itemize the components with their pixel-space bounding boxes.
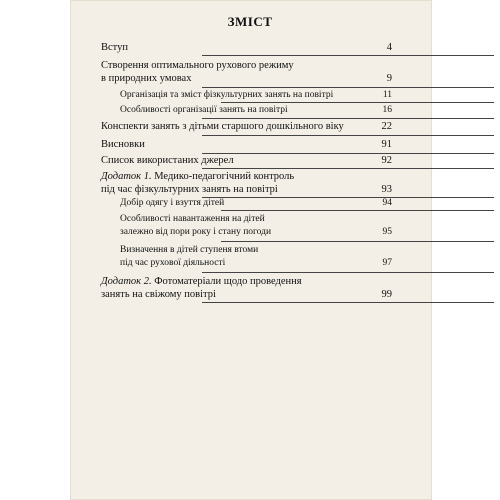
toc-entry-text: Список використаних джерел — [101, 155, 234, 166]
toc-entry-text: Створення оптимального рухового режиму — [101, 60, 294, 71]
toc-page-number: 95 — [382, 227, 392, 237]
toc-page-number: 94 — [382, 198, 392, 208]
divider — [221, 102, 494, 103]
toc-entry-text: Фотоматеріали щодо проведення — [151, 276, 302, 287]
toc-entry-text: занять на свіжому повітрі — [101, 289, 216, 300]
toc-entry-text: Медико-педагогічний контроль — [151, 171, 295, 182]
toc-page-number: 16 — [382, 105, 392, 115]
toc-entry-text: залежно від пори року і стану погоди — [120, 227, 272, 237]
divider — [202, 87, 494, 88]
divider — [202, 135, 494, 136]
toc-entry-text: під час рухової діяльності — [120, 258, 226, 268]
toc-page-number: 99 — [381, 289, 392, 300]
divider — [202, 197, 494, 198]
toc-entry-text: Визначення в дітей ступеня втоми — [120, 245, 259, 255]
toc-entry-text: Особливості навантаження на дітей — [120, 214, 265, 224]
toc-entry-text: Добір одягу і взуття дітей — [120, 198, 225, 208]
toc-entry-text: Вступ — [101, 42, 128, 53]
page-title: ЗМІСТ — [227, 14, 273, 29]
divider — [202, 302, 494, 303]
divider — [202, 168, 494, 169]
divider — [221, 210, 494, 211]
toc-page-number: 93 — [381, 184, 392, 195]
toc-page-number: 4 — [386, 42, 392, 53]
toc-entry-text: Особливості організації занять на повітрі — [120, 105, 288, 115]
toc-page-number: 92 — [381, 155, 392, 166]
divider — [202, 153, 494, 154]
toc-entry-text: Конспекти занять з дітьми старшого дошкільного віку — [101, 121, 344, 132]
divider — [202, 118, 494, 119]
toc-page-number: 11 — [382, 90, 392, 100]
divider — [221, 241, 494, 242]
toc-page-number: 9 — [386, 73, 392, 84]
toc-page-number: 22 — [381, 121, 392, 132]
toc-entry-text: Організація та зміст фізкультурних занять на повітрі — [120, 90, 334, 100]
appendix-label: Додаток 1. — [101, 171, 152, 182]
toc-page-number: 97 — [382, 258, 392, 268]
divider — [202, 272, 494, 273]
divider — [202, 55, 494, 56]
toc-entry-text: в природних умовах — [101, 73, 192, 84]
appendix-label: Додаток 2. — [101, 276, 152, 287]
toc-entry-text: під час фізкультурних занять на повітрі — [101, 184, 278, 195]
toc-page-number: 91 — [381, 139, 392, 150]
toc-entry-text: Висновки — [101, 139, 145, 150]
